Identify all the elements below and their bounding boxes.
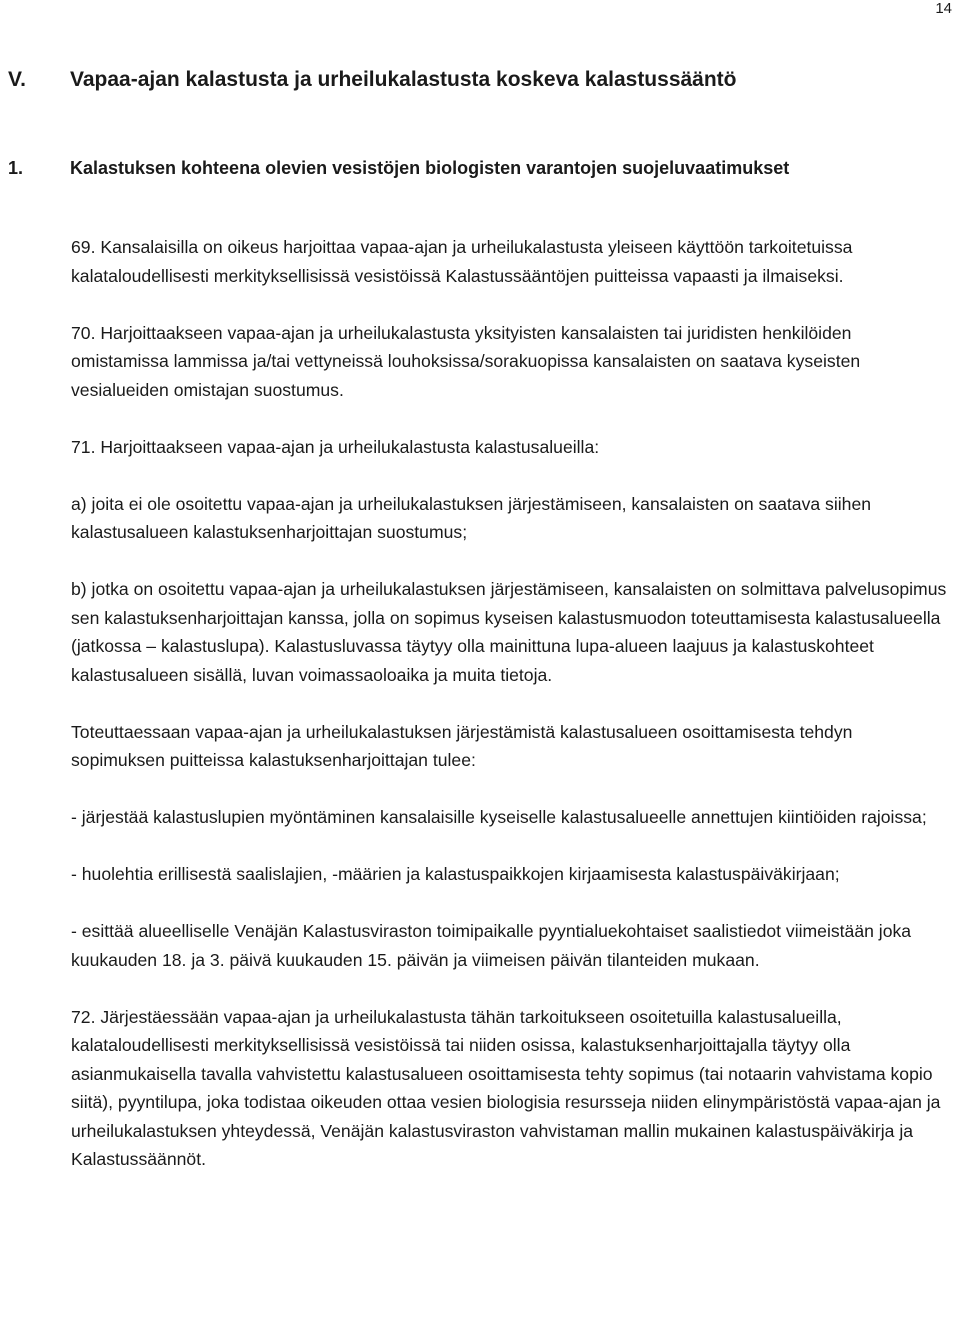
list-item-permits: - järjestää kalastuslupien myöntäminen kansalaisille kyseiselle kalastusalueelle annettujen kiintiöiden rajoissa; <box>71 807 927 827</box>
subsection-title: Kalastuksen kohteena olevien vesistöjen biologisten varantojen suojeluvaatimukset <box>70 158 790 178</box>
list-item-reporting: - esittää alueelliselle Venäjän Kalastusviraston toimipaikalle pyyntialuekohtaiset saalistiedot viimeistään joka kuukauden 18. ja 3. päivä kuukauden 15. päivän ja viimeisen päivän tilanteiden mukaan. <box>71 921 912 970</box>
subsection-heading <box>8 155 789 181</box>
section-title: Vapaa-ajan kalastusta ja urheilukalastusta koskeva kalastussääntö <box>70 68 737 91</box>
page-number: 14 <box>935 0 952 17</box>
paragraph-70: 70. Harjoittaakseen vapaa-ajan ja urheilukalastusta yksityisten kansalaisten tai juridisten henkilöiden omistamissa lammissa ja/tai vettyneissä louhoksissa/sorakuopissa kansalaisten on saatava kyseisten vesialueiden omistajan suostumus. <box>71 322 861 400</box>
paragraph-71-b: b) jotka on osoitettu vapaa-ajan ja urheilukalastuksen järjestämiseen, kansalaisten on solmittava palvelusopimus sen kalastuksenharjoittajan kanssa, jolla on sopimus kyseisen kalastusmuodon toteuttamisesta kalastusalueella (jatkossa – kalastuslupa). Kalastusluvassa täytyy olla mainittuna lupa-alueen laajuus ja kalastuskohteet kalastusalueen sisällä, luvan voimassaoloaika ja muita tietoja. <box>71 579 947 685</box>
paragraph-71-a: a) joita ei ole osoitettu vapaa-ajan ja urheilukalastuksen järjestämiseen, kansalaisten on saatava siihen kalastusalueen kalastuksenharjoittajan suostumus; <box>71 493 872 542</box>
paragraph-69: 69. Kansalaisilla on oikeus harjoittaa vapaa-ajan ja urheilukalastusta yleiseen käyttöön tarkoitetuissa kalataloudellisesti merkityksellisissä vesistöissä Kalastussääntöjen puitteissa vapaasti ja ilmaiseksi. <box>71 237 853 286</box>
paragraph-obligations-intro: Toteuttaessaan vapaa-ajan ja urheilukalastuksen järjestämistä kalastusalueen osoittamisesta tehdyn sopimuksen puitteissa kalastuksenharjoittajan tulee: <box>71 721 853 770</box>
section-number: V. <box>8 68 26 91</box>
list-item-logbook: - huolehtia erillisestä saalislajien, -määrien ja kalastuspaikkojen kirjaamisesta kalastuspäiväkirjaan; <box>71 864 840 884</box>
paragraph-71: 71. Harjoittaakseen vapaa-ajan ja urheilukalastusta kalastusalueilla: <box>71 436 600 457</box>
section-heading <box>8 66 737 94</box>
document-body <box>71 233 951 1202</box>
paragraph-72: 72. Järjestäessään vapaa-ajan ja urheilukalastusta tähän tarkoitukseen osoitetuilla kalastusalueilla, kalataloudellisesti merkityksellisissä vesistöissä tai niiden osissa, kalastuksenharjoittajalla täytyy olla asianmukaisella tavalla vahvistettu kalastusalueen osoittamisesta tehty sopimus (tai notaarin vahvistama kopio siitä), pyyntilupa, joka todistaa oikeuden ottaa vesien biologisia resursseja niiden elinympäristöstä vapaa-ajan ja urheilukalastuksen yhteydessä, Venäjän kalastusviraston vahvistaman mallin mukainen kalastuspäiväkirja ja Kalastussäännöt. <box>71 1006 941 1169</box>
subsection-number: 1. <box>8 158 24 178</box>
